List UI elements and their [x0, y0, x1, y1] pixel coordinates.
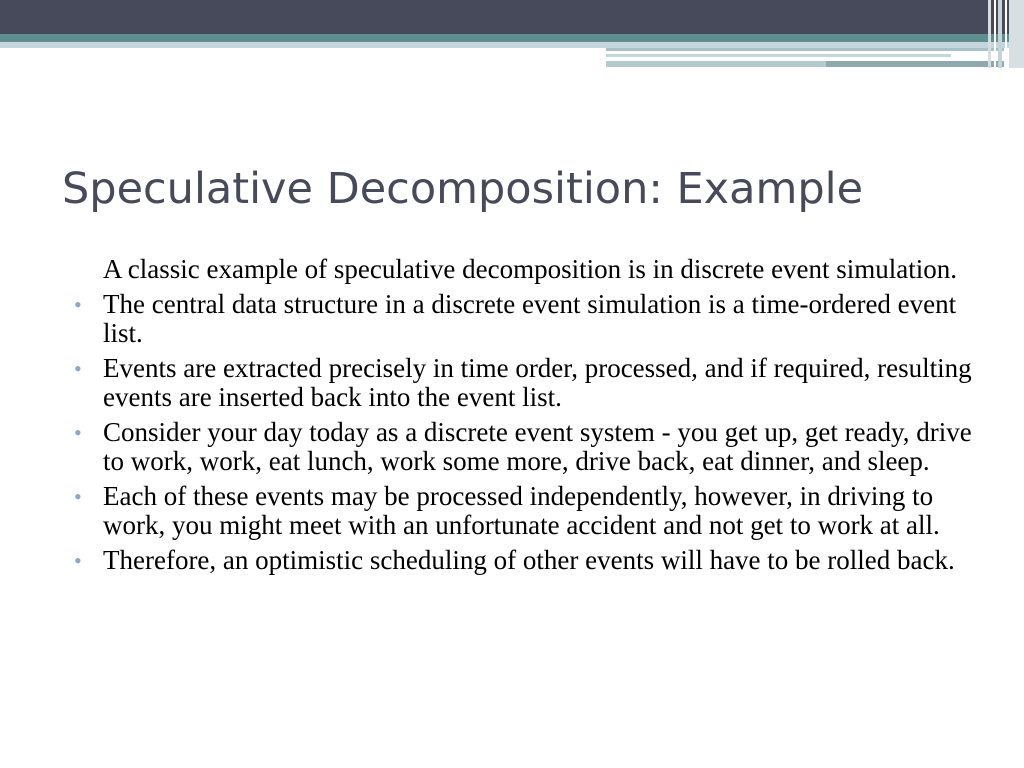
intro-paragraph	[72, 255, 977, 285]
header-stripe	[826, 61, 1004, 67]
bullet-item	[72, 354, 977, 413]
bullet-dot-icon: •	[74, 483, 82, 509]
bullet-dot-icon: •	[74, 419, 82, 445]
header-vertical-bar	[1009, 0, 1024, 68]
header-stripe	[606, 54, 951, 57]
bullet-text: Events are extracted precisely in time order, processed, and if required, resulting events are inserted back into the event list.	[103, 352, 972, 412]
bullet-item	[72, 290, 977, 349]
header-vertical-bar	[994, 0, 996, 68]
header-stripe	[606, 61, 826, 67]
slide-title: Speculative Decomposition: Example	[62, 164, 864, 214]
bullet-text: The central data structure in a discrete event simulation is a time-ordered event list.	[103, 288, 957, 348]
bullet-text: Consider your day today as a discrete event system - you get up, get ready, drive to work, work, eat lunch, work some more, drive back, eat dinner, and sleep.	[103, 416, 972, 476]
bullet-dot-icon: •	[74, 355, 82, 381]
header-dark-band	[0, 0, 1024, 34]
bullet-item	[72, 482, 977, 541]
bullet-list	[72, 255, 977, 580]
bullet-item	[72, 418, 977, 477]
bullet-text: Therefore, an optimistic scheduling of other events will have to be rolled back.	[103, 544, 955, 575]
header-vertical-bar	[988, 0, 991, 68]
header-stripe	[606, 48, 1004, 51]
header-teal-band	[0, 34, 1024, 42]
bullet-text: Each of these events may be processed independently, however, in driving to work, you might meet with an unfortunate accident and not get to work at all.	[103, 480, 940, 540]
bullet-dot-icon: •	[74, 547, 82, 573]
bullet-item	[72, 546, 977, 576]
intro-text: A classic example of speculative decomposition is in discrete event simulation.	[103, 254, 958, 284]
header-vertical-bar	[998, 0, 1002, 68]
bullet-dot-icon: •	[74, 291, 82, 317]
header-vertical-bar	[1005, 0, 1007, 68]
